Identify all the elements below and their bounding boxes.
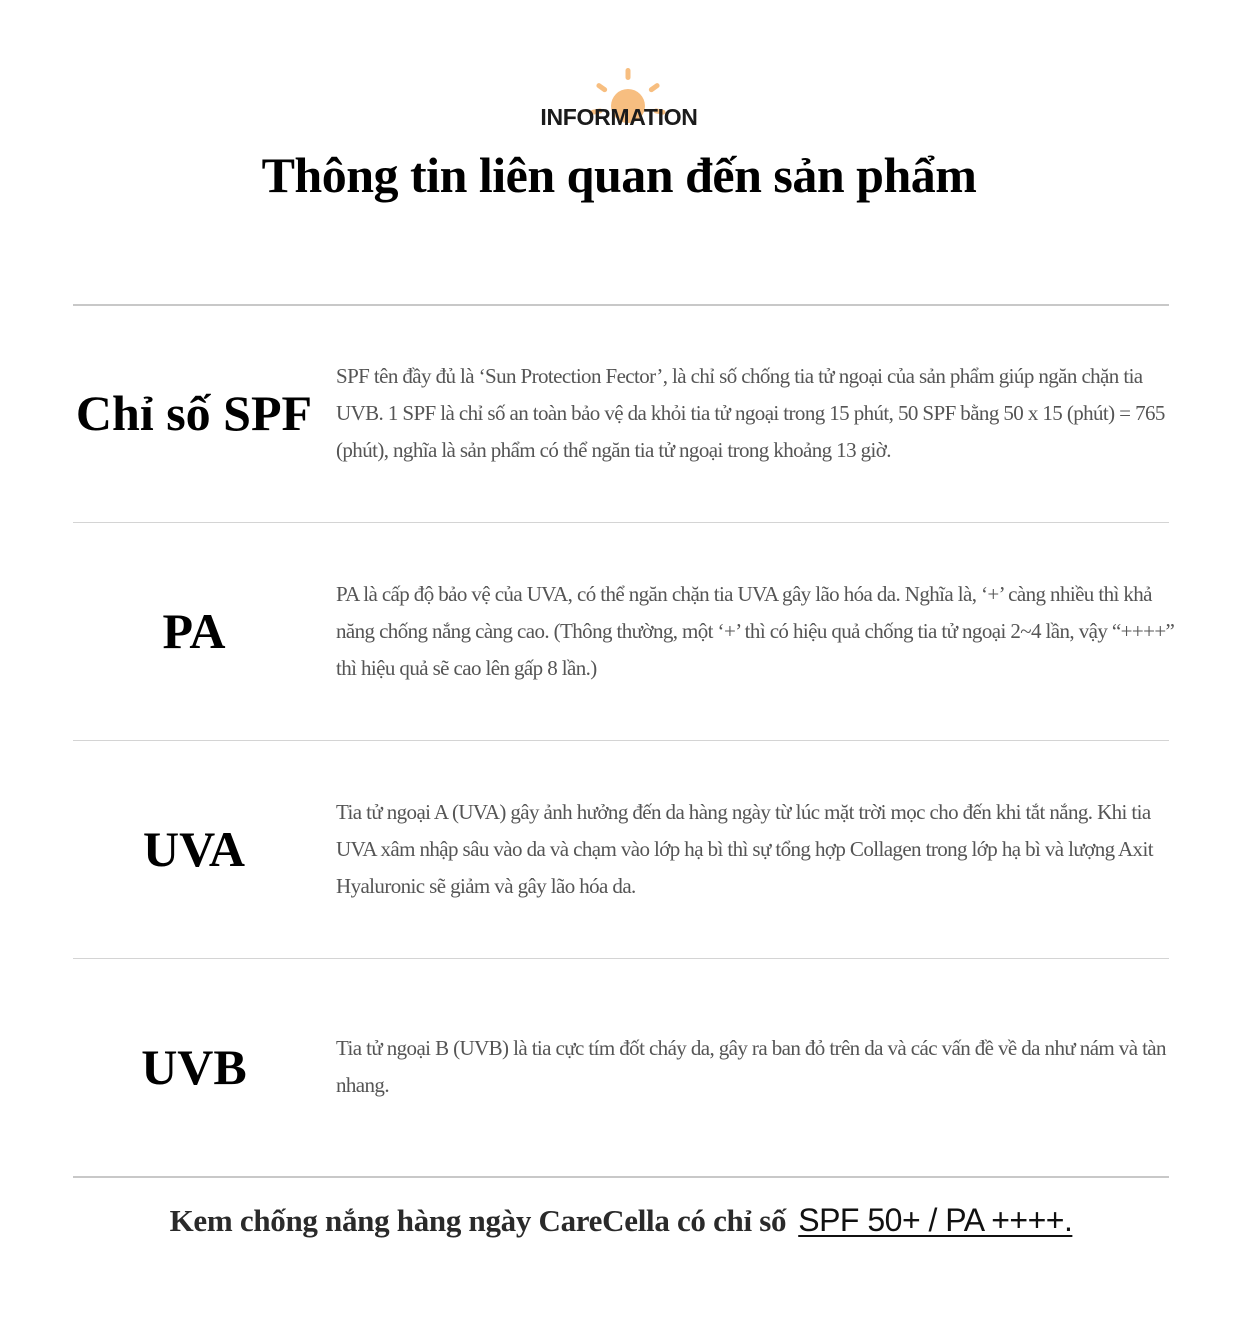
info-row-spf	[73, 305, 1173, 521]
page-title: Thông tin liên quan đến sản phẩm	[261, 147, 977, 203]
term-description: Tia tử ngoại A (UVA) gây ảnh hưởng đến da hàng ngày từ lúc mặt trời mọc cho đến khi tắt nắng. Khi tia UVA xâm nhập sâu vào da và chạm vào lớp hạ bì thì sự tổng hợp Collagen trong lớp hạ bì và lượng Axit Hyaluronic sẽ giảm và gây lão hóa da.	[336, 799, 1153, 898]
term-label: Chỉ số SPF	[75, 385, 313, 441]
footer-summary	[0, 1202, 1242, 1239]
term-description: PA là cấp độ bảo vệ của UVA, có thể ngăn chặn tia UVA gây lão hóa da. Nghĩa là, ‘+’ càng nhiều thì khả năng chống nắng càng cao. (Thông thường, một ‘+’ thì có hiệu quả chống tia tử ngoại 2~4 lần, vậy “++++” thì hiệu quả sẽ cao lên gấp 8 lần.)	[336, 581, 1175, 680]
section-eyebrow: INFORMATION	[540, 104, 698, 130]
term-label: UVA	[143, 821, 245, 877]
spf-pa-highlight: SPF 50+ / PA ++++.	[798, 1202, 1073, 1238]
info-row-uvb	[73, 959, 1173, 1175]
info-row-pa	[73, 523, 1173, 739]
page-header	[0, 0, 1242, 240]
term-label: UVB	[141, 1039, 247, 1095]
term-description: Tia tử ngoại B (UVB) là tia cực tím đốt cháy da, gây ra ban đỏ trên da và các vấn đề về da như nám và tàn nhang.	[336, 1036, 1166, 1097]
term-description: SPF tên đầy đủ là ‘Sun Protection Fector’, là chỉ số chống tia tử ngoại của sản phẩm giúp ngăn chặn tia UVB. 1 SPF là chỉ số an toàn bảo vệ da khỏi tia tử ngoại trong 15 phút, 50 SPF bằng 50 x 15 (phút) = 765 (phút), nghĩa là sản phẩm có thể ngăn tia tử ngoại trong khoảng 13 giờ.	[336, 363, 1165, 462]
info-row-uva	[73, 741, 1173, 957]
divider	[73, 1176, 1169, 1178]
footer-text: Kem chống nắng hàng ngày CareCella có chỉ số	[169, 1203, 787, 1238]
term-label: PA	[162, 603, 226, 659]
